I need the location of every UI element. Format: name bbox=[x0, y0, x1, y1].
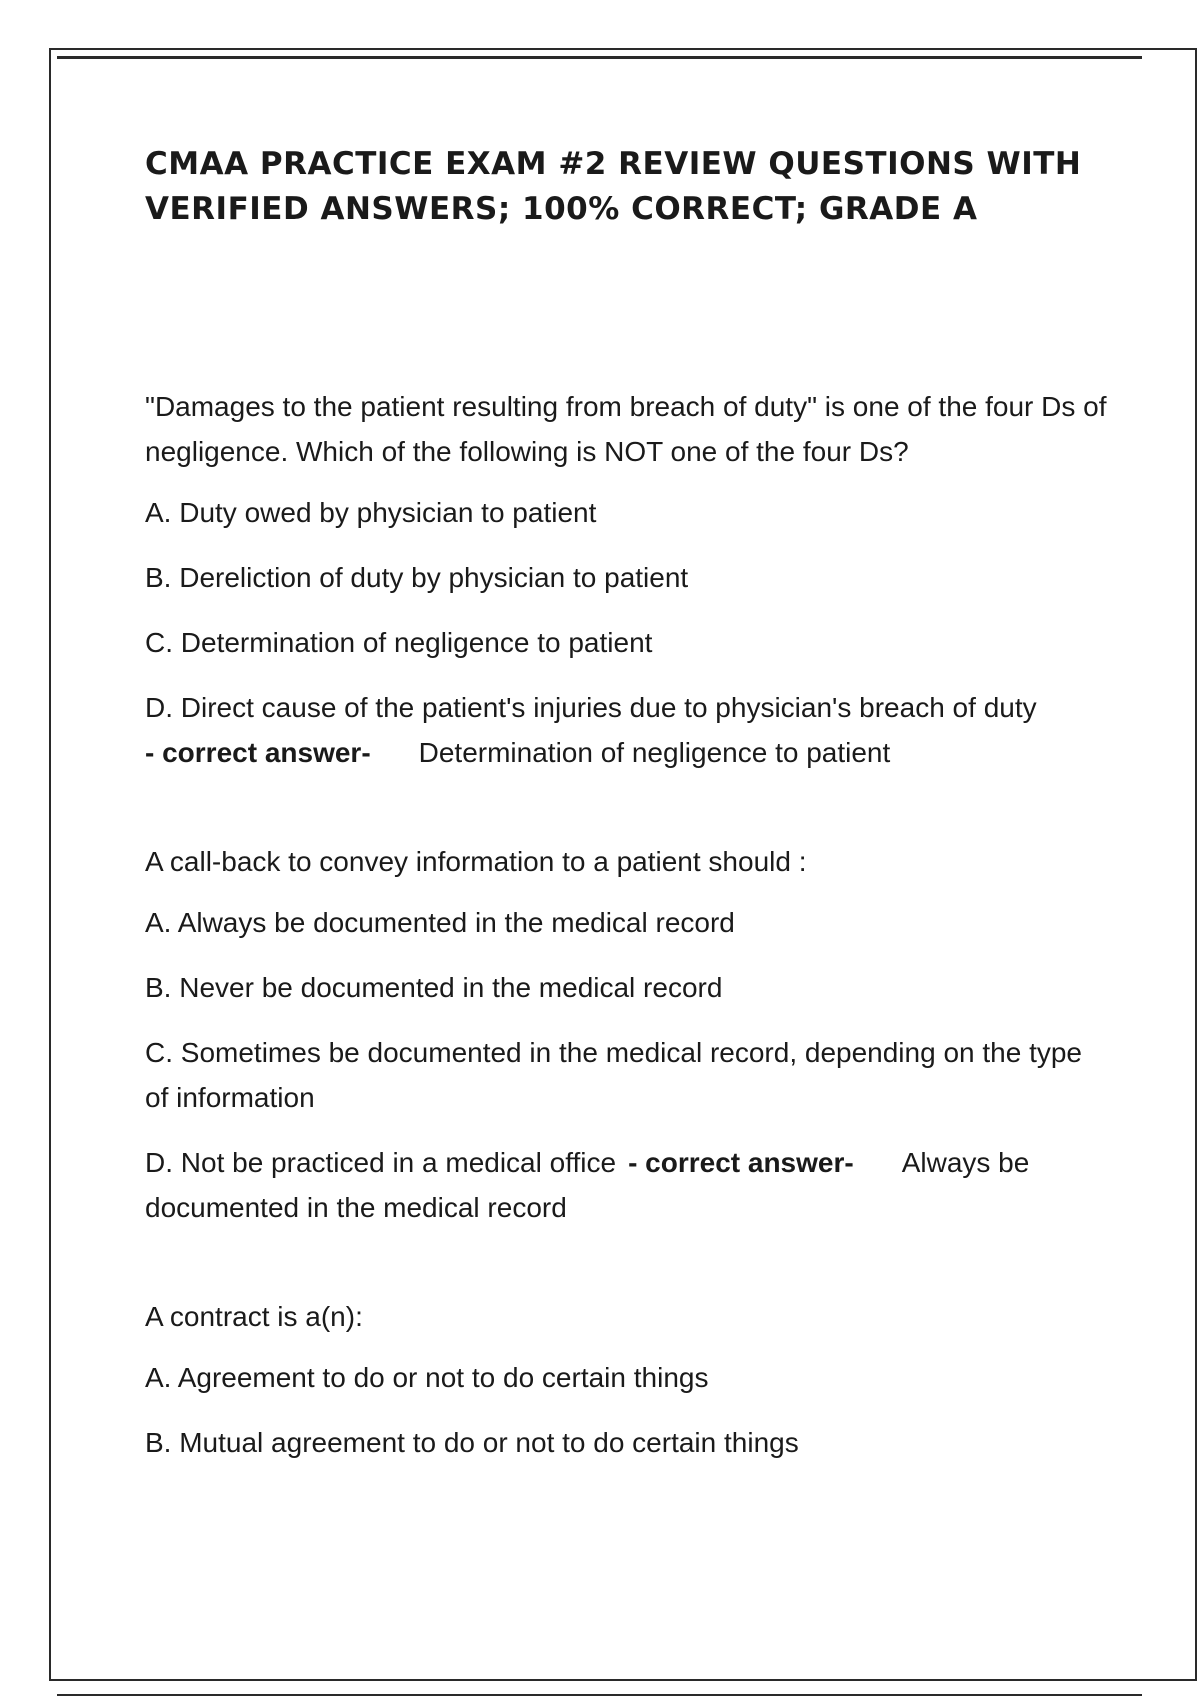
correct-answer-label: - correct answer- bbox=[145, 737, 371, 768]
option-c: C. Sometimes be documented in the medical record, depending on the type of information bbox=[145, 1037, 1083, 1113]
document-title: CMAA PRACTICE EXAM #2 REVIEW QUESTIONS WITH VERIFIED ANSWERS; 100% CORRECT; GRADE A bbox=[145, 146, 1082, 227]
option-d-text: D. Not be practiced in a medical office bbox=[145, 1147, 617, 1178]
option-c: C. Determination of negligence to patient bbox=[145, 627, 653, 658]
option-b: B. Dereliction of duty by physician to patient bbox=[145, 562, 689, 593]
option-d-text: D. Direct cause of the patient's injuries due to physician's breach of duty bbox=[145, 692, 1037, 723]
option-a: A. Always be documented in the medical record bbox=[145, 907, 735, 938]
option-b: B. Mutual agreement to do or not to do certain things bbox=[145, 1427, 799, 1458]
option-d bbox=[145, 685, 1110, 775]
question-text: "Damages to the patient resulting from breach of duty" is one of the four Ds of negligence. Which of the following is NOT one of the four Ds? bbox=[145, 391, 1107, 467]
option-a: A. Agreement to do or not to do certain things bbox=[145, 1362, 709, 1393]
option-d bbox=[145, 1140, 1110, 1230]
question-block-3 bbox=[145, 1294, 1110, 1465]
question-text: A contract is a(n): bbox=[145, 1301, 363, 1332]
option-a: A. Duty owed by physician to patient bbox=[145, 497, 597, 528]
correct-answer-label: - correct answer- bbox=[628, 1147, 854, 1178]
question-text: A call-back to convey information to a patient should : bbox=[145, 846, 807, 877]
document-body bbox=[145, 142, 1110, 1529]
question-block-2 bbox=[145, 839, 1110, 1230]
header-rule bbox=[57, 56, 1142, 59]
footer-rule bbox=[57, 1694, 1142, 1696]
option-b: B. Never be documented in the medical record bbox=[145, 972, 723, 1003]
question-block-1 bbox=[145, 384, 1110, 775]
correct-answer-text: Determination of negligence to patient bbox=[418, 737, 891, 768]
correct-answer-text: Always be documented in the medical record bbox=[145, 1147, 1030, 1223]
